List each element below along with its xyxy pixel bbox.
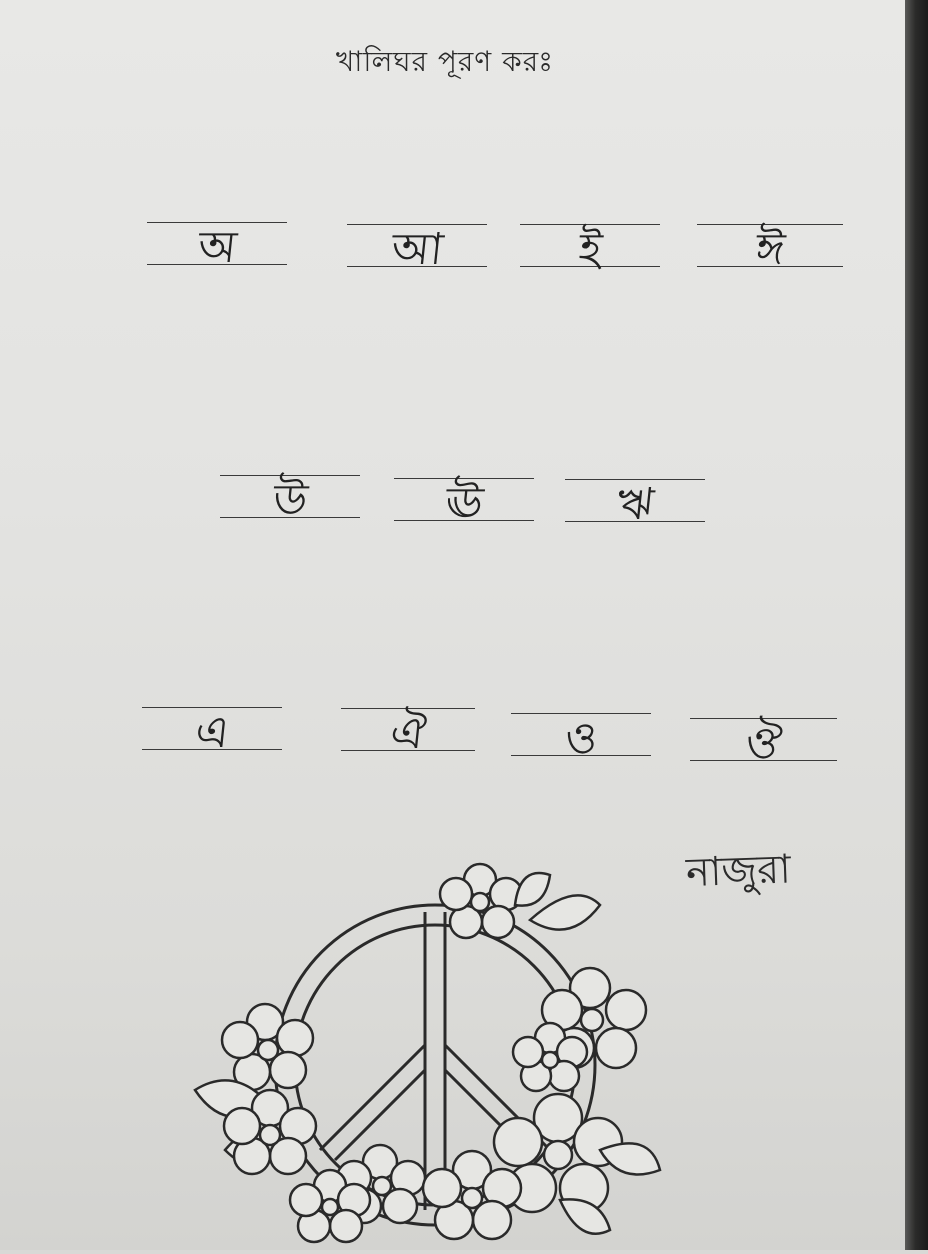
letter-cell: [220, 465, 360, 525]
letter-cell: [347, 214, 487, 274]
peace-sign-flowers-illustration: [180, 850, 670, 1250]
handwritten-letter: আ: [388, 224, 446, 275]
peace-left-leg: [320, 1045, 425, 1160]
letter-cell: [520, 214, 660, 274]
handwritten-letter: ঈ: [753, 224, 788, 275]
leaf: [600, 1143, 660, 1174]
letter-cell: [142, 697, 282, 757]
page-title: খালিঘর পূরণ করঃ: [335, 45, 555, 78]
handwritten-letter: ই: [576, 224, 605, 275]
letter-cell: [394, 468, 534, 528]
handwritten-letter: ঊ: [442, 478, 486, 529]
handwritten-letter: অ: [195, 222, 240, 273]
leaf: [530, 895, 600, 929]
handwritten-letter: ঋ: [614, 479, 657, 530]
handwritten-letter: উ: [270, 475, 311, 526]
flower-top: [440, 864, 522, 938]
peace-sign-drawing: [180, 850, 670, 1250]
letter-cell: [341, 698, 475, 758]
handwritten-letter: এ: [192, 707, 232, 758]
letter-cell: [147, 212, 287, 272]
letter-cell: [565, 469, 705, 529]
peace-vertical-bar: [425, 912, 445, 1210]
letter-cell: [511, 703, 651, 763]
flower-left: [222, 1004, 313, 1090]
page-edge-shadow: [905, 0, 928, 1250]
handwritten-letter: ও: [562, 713, 601, 764]
handwritten-letter: ঔ: [743, 718, 785, 769]
leaf: [515, 873, 550, 906]
handwritten-letter: ঐ: [387, 708, 429, 759]
letter-cell: [690, 708, 837, 768]
student-signature: নাজুরা: [685, 846, 792, 897]
letter-cell: [697, 214, 843, 274]
